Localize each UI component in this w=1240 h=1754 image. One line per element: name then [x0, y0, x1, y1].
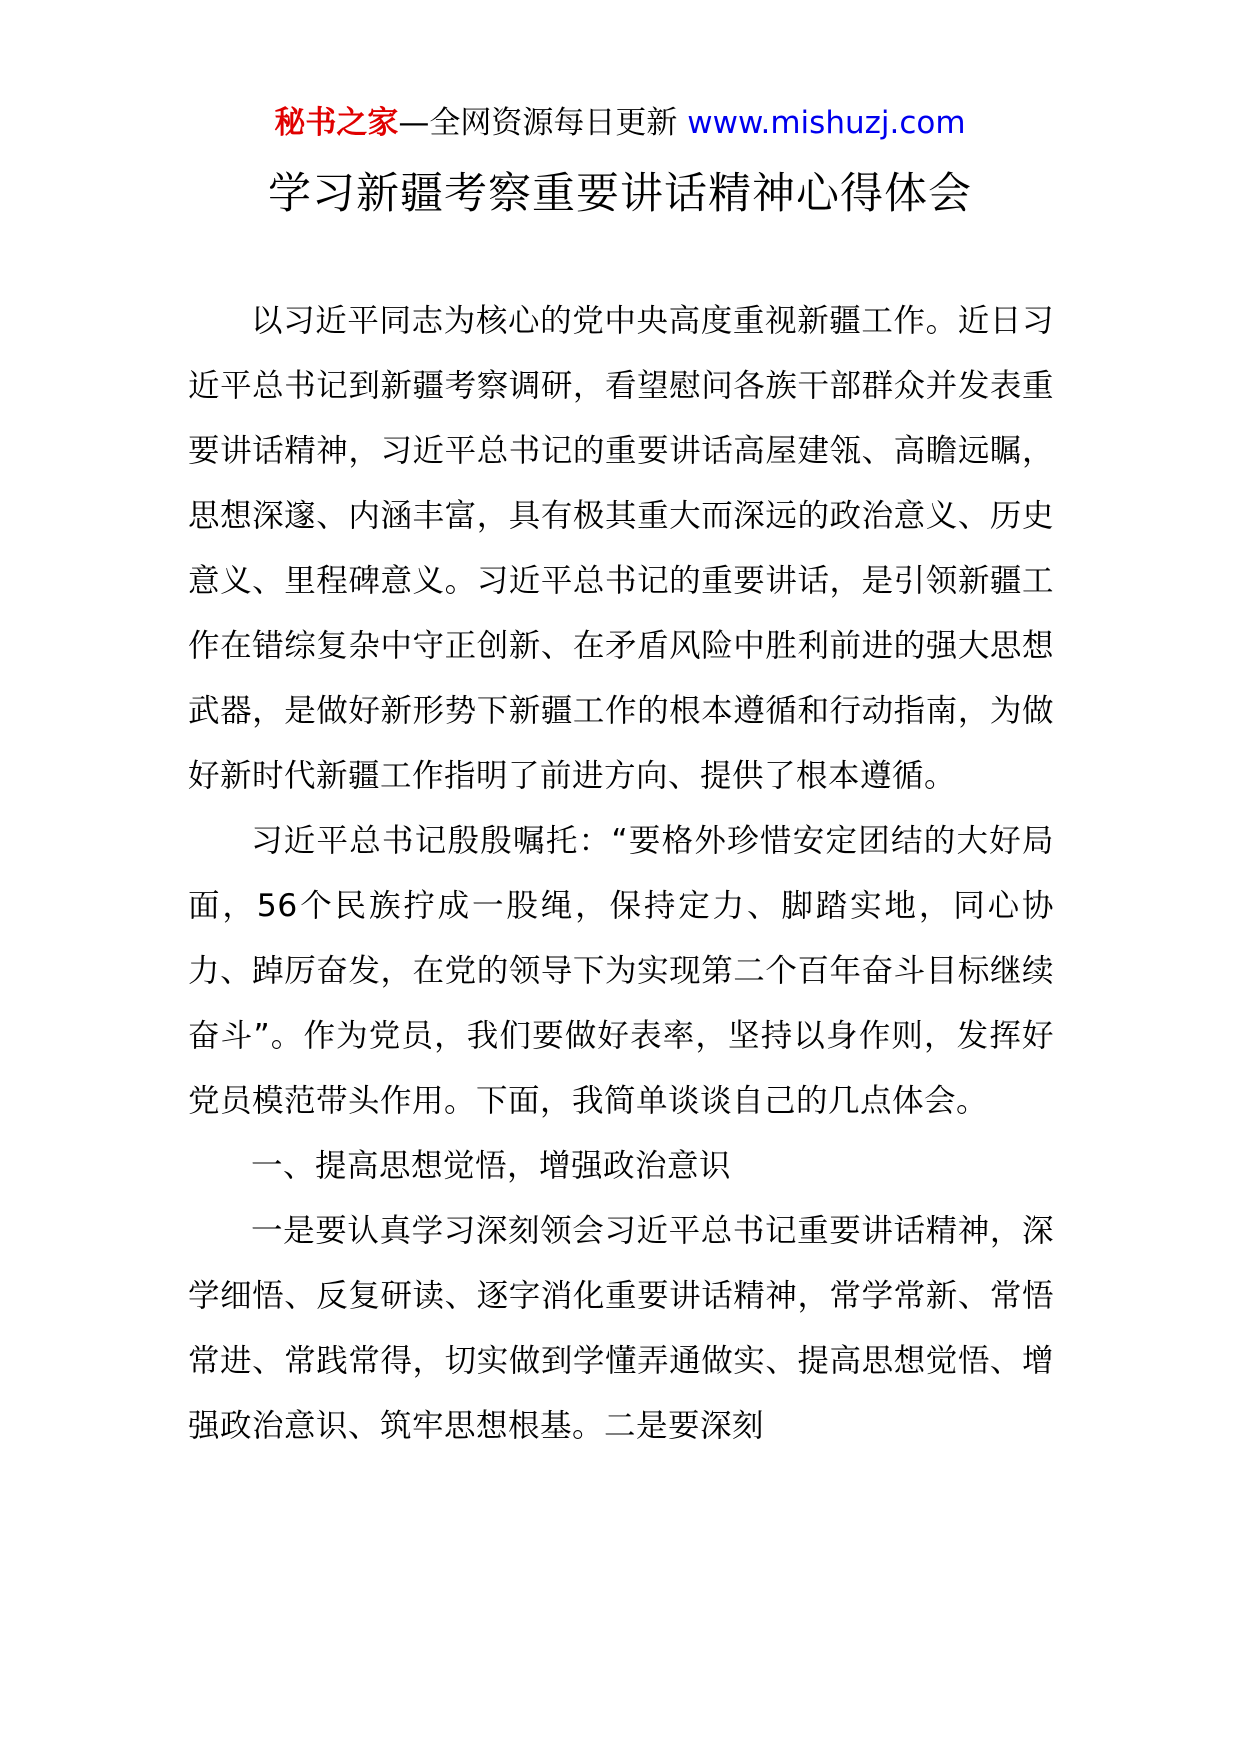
site-header	[0, 100, 1240, 146]
document-body	[188, 289, 1054, 1459]
brand-name: 秘书之家	[274, 105, 399, 141]
site-url-link[interactable]: www.mishuzj.com	[687, 105, 966, 141]
body-paragraph-2: 习近平总书记殷殷嘱托：“要格外珍惜安定团结的大好局面，56个民族拧成一股绳，保持定力、脚踏实地，同心协力、踔厉奋发，在党的领导下为实现第二个百年奋斗目标继续奋斗”。作为党员，我们要做好表率，坚持以身作则，发挥好党员模范带头作用。下面，我简单谈谈自己的几点体会。	[188, 823, 1054, 1119]
section-heading: 一、提高思想觉悟，增强政治意识	[251, 1148, 732, 1184]
section-paragraph: 一是要认真学习深刻领会习近平总书记重要讲话精神，深学细悟、反复研读、逐字消化重要讲话精神，常学常新、常悟常进、常践常得，切实做到学懂弄通做实、提高思想觉悟、增强政治意识、筑牢思想根基。二是要深刻	[188, 1213, 1054, 1444]
document-title: 学习新疆考察重要讲话精神心得体会	[268, 169, 972, 219]
body-paragraph-1: 以习近平同志为核心的党中央高度重视新疆工作。近日习近平总书记到新疆考察调研，看望慰问各族干部群众并发表重要讲话精神，习近平总书记的重要讲话高屋建瓴、高瞻远瞩，思想深邃、内涵丰富，具有极其重大而深远的政治意义、历史意义、里程碑意义。习近平总书记的重要讲话，是引领新疆工作在错综复杂中守正创新、在矛盾风险中胜利前进的强大思想武器，是做好新形势下新疆工作的根本遵循和行动指南，为做好新时代新疆工作指明了前进方向、提供了根本遵循。	[188, 303, 1054, 794]
header-tagline: —全网资源每日更新	[398, 105, 688, 141]
